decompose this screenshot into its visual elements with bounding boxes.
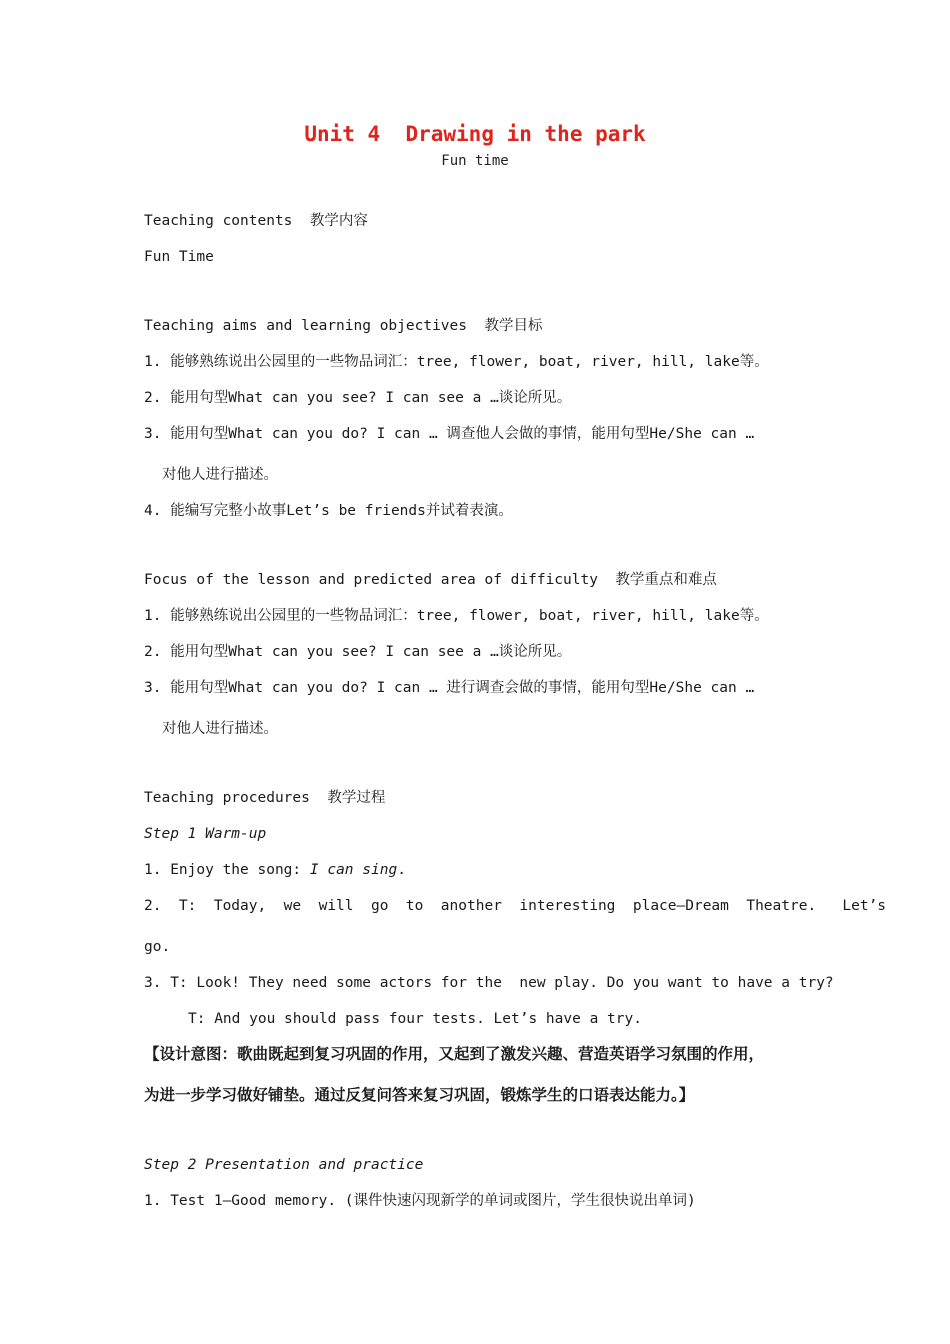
- aims-item-4: 4. 能编写完整小故事Let’s be friends并试着表演。: [144, 503, 513, 519]
- aims-item-1: 1. 能够熟练说出公园里的一些物品词汇：tree, flower, boat, river, hill, lake等。: [144, 354, 769, 370]
- step2-heading: Step 2 Presentation and practice: [144, 1157, 424, 1173]
- step1-item-1-post: .: [397, 862, 406, 878]
- focus-item-3: 3. 能用句型What can you do? I can … 进行调查会做的事情，能用句型He/She can …: [144, 680, 755, 696]
- step1-heading: Step 1 Warm-up: [144, 826, 267, 842]
- focus-item-1: 1. 能够熟练说出公园里的一些物品词汇：tree, flower, boat, river, hill, lake等。: [144, 608, 769, 624]
- design-intent-line-1: 【设计意图：歌曲既起到复习巩固的作用，又起到了激发兴趣、营造英语学习氛围的作用，: [144, 1044, 765, 1063]
- step1-item-2: 2. T: Today, we will go to another interesting place—Dream Theatre. Let’s: [144, 898, 887, 914]
- contents-body: Fun Time: [144, 249, 214, 265]
- aims-heading: Teaching aims and learning objectives 教学目标: [144, 318, 543, 334]
- aims-item-2: 2. 能用句型What can you see? I can see a …谈论所见。: [144, 390, 572, 406]
- aims-item-3: 3. 能用句型What can you do? I can … 调查他人会做的事情，能用句型He/She can …: [144, 426, 755, 442]
- step1-item-2-cont: go.: [144, 939, 171, 955]
- focus-item-3-cont: 对他人进行描述。: [162, 721, 278, 737]
- design-intent-line-2: 为进一步学习做好铺垫。通过反复问答来复习巩固，锻炼学生的口语表达能力。】: [144, 1085, 695, 1104]
- step2-item-1: 1. Test 1—Good memory. (课件快速闪现新学的单词或图片，学生很快说出单词): [144, 1193, 696, 1209]
- focus-item-2: 2. 能用句型What can you see? I can see a …谈论所见。: [144, 644, 572, 660]
- procedures-heading: Teaching procedures 教学过程: [144, 790, 386, 806]
- step1-item-3: 3. T: Look! They need some actors for the new play. Do you want to have a try?: [144, 975, 834, 991]
- step1-item-1-pre: 1. Enjoy the song:: [144, 862, 310, 878]
- focus-heading: Focus of the lesson and predicted area of difficulty 教学重点和难点: [144, 572, 717, 588]
- page-title: Unit 4 Drawing in the park: [304, 122, 646, 146]
- step1-item-1: [144, 860, 406, 880]
- aims-item-3-cont: 对他人进行描述。: [162, 467, 278, 483]
- song-title: I can sing: [309, 862, 398, 878]
- contents-heading: Teaching contents 教学内容: [144, 213, 368, 229]
- page-subtitle: Fun time: [441, 153, 509, 169]
- step1-item-3-cont: T: And you should pass four tests. Let’s have a try.: [188, 1011, 642, 1027]
